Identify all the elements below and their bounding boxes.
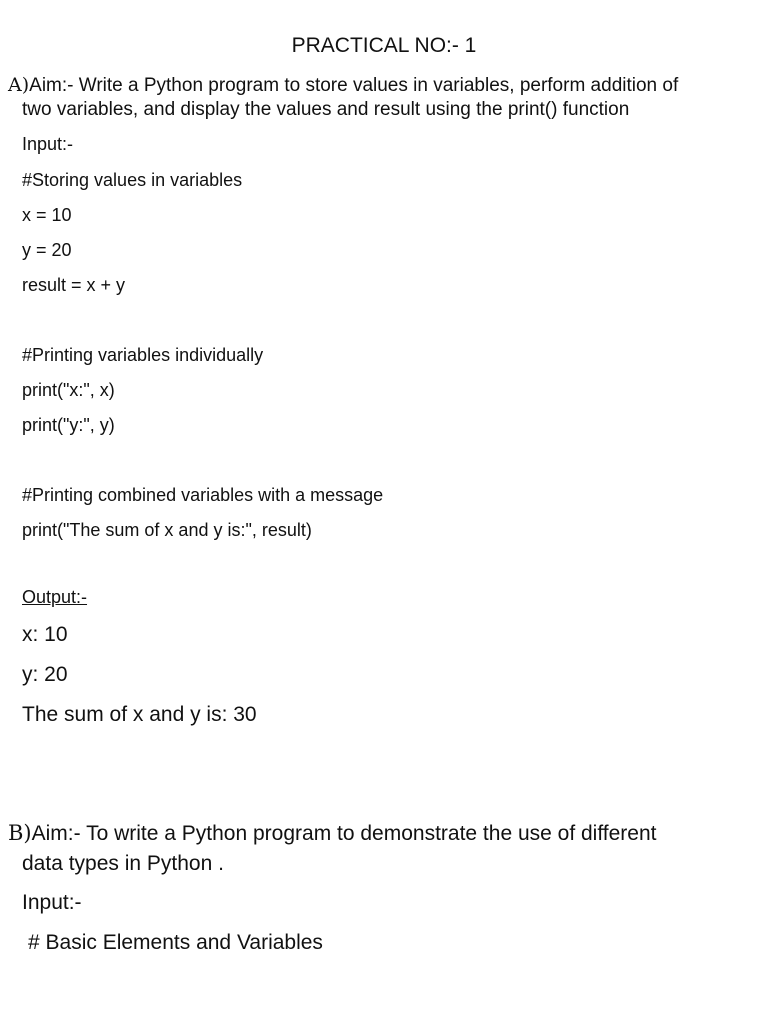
code-line-a-3: y = 20 (22, 240, 72, 260)
aim-b-line-1 (8, 821, 657, 846)
code-line-b-1: # Basic Elements and Variables (28, 931, 323, 954)
section-b-marker: B) (8, 821, 32, 845)
code-line-a-1: #Storing values in variables (22, 170, 243, 190)
output-heading-a: Output:- (22, 587, 88, 607)
code-line-a-6: print("x:", x) (22, 380, 115, 400)
page-title: PRACTICAL NO:- 1 (291, 34, 477, 57)
input-heading-a: Input:- (22, 134, 74, 154)
code-line-a-5: #Printing variables individually (22, 345, 264, 365)
code-line-a-4: result = x + y (22, 275, 126, 295)
aim-a-text-1: Aim:- Write a Python program to store values in variables, perform addition of (29, 75, 679, 96)
output-line-2: y: 20 (22, 663, 68, 686)
code-line-a-8: #Printing combined variables with a message (22, 485, 384, 505)
aim-a-line-1 (8, 72, 678, 99)
aim-b-text-1: Aim:- To write a Python program to demonstrate the use of different (31, 822, 657, 845)
output-line-1: x: 10 (22, 623, 68, 646)
output-line-3: The sum of x and y is: 30 (22, 703, 257, 726)
code-line-a-7: print("y:", y) (22, 415, 115, 435)
aim-a-line-2: two variables, and display the values and result using the print() function (22, 99, 630, 120)
input-heading-b: Input:- (22, 891, 82, 914)
code-line-a-2: x = 10 (22, 205, 72, 225)
section-a-marker: A) (8, 74, 30, 96)
aim-b-line-2: data types in Python . (22, 852, 224, 875)
code-line-a-9: print("The sum of x and y is:", result) (22, 520, 312, 540)
